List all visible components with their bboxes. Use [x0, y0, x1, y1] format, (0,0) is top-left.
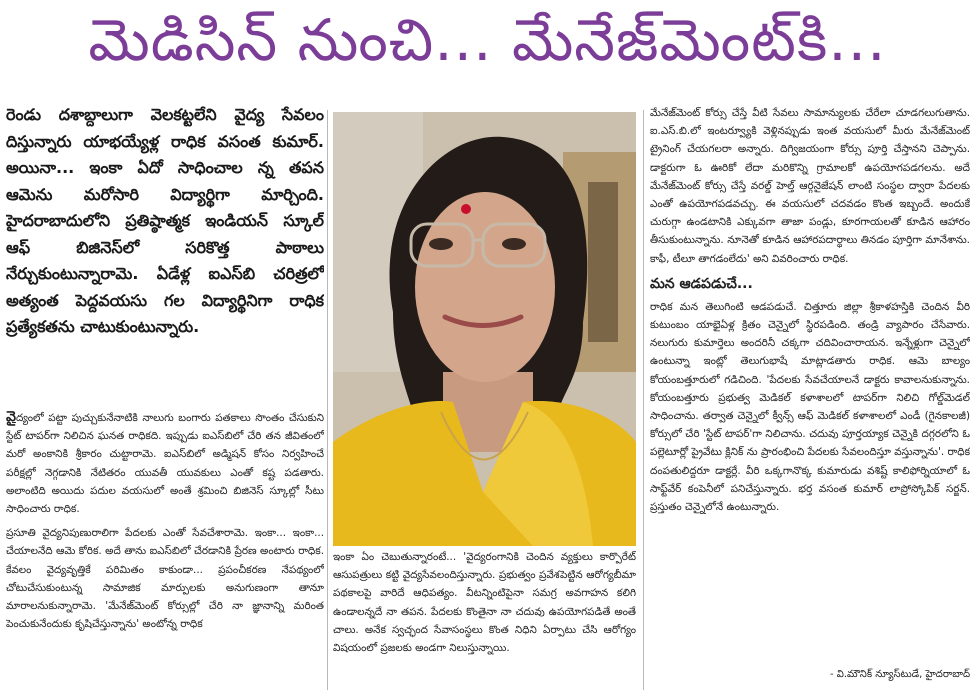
- byline: - వి.మౌనిక్ న్యూస్‌టుడే, హైదరాబాద్: [829, 669, 970, 680]
- portrait-illustration: [333, 112, 636, 546]
- dropcap: వై: [6, 409, 16, 425]
- column-divider: [643, 110, 644, 690]
- lead-text: రెండు దశాబ్దాలుగా వెలకట్టలేని వైద్య సేవలం దిస్తున్నారు యాభయ్యేళ్ల రాధిక వసంత కుమార్. అయినా... ఇంకా ఏదో సాధించాల న్న తపన ఆమెను మరోసారి విద్యార్థిగా మార్చింది. హైదరాబాదులోని ప్రతిష్ఠాత్మక ఇండియన్ స్కూల్ ఆఫ్ బిజినెస్‌లో సరికొత్త పాఠాలు నేర్చుకుంటున్నారామె. ఏడేళ్ల ఐఎస్‌బి చరిత్రలో అత్యంత పెద్దవయసు గల విద్యార్థినిగా రాధిక ప్రత్యేకతను చాటుకుంటున్నారు.: [6, 105, 324, 336]
- left-column: [6, 408, 324, 668]
- column-divider: [327, 110, 328, 690]
- left-column-para: ప్రసూతి వైద్యనిపుణురాలిగా పేదలకు ఎంతో సేవచేశారామె. ఇంకా... ఇంకా... చేయాలనేది ఆమె కోరిక. అదే తాను ఐఎస్‌బిలో చేరడానికి ప్రేరణ అంటారు రాధిక. కేవలం వైద్యవృత్తికే పరిమితం కాకుండా... ప్రపంచీకరణ నేపథ్యంలో చోటుచేసుకుంటున్న సామాజిక మార్పులకు అనుగుణంగా తానూ మారాలనుకున్నారామె. 'మేనేజ్‌మెంట్ కోర్సుల్లో చేరి నా జ్ఞానాన్ని మరింత పెంచుకునేందుకు కృషిచేస్తున్నాను' అంటోన్న రాధిక: [6, 527, 324, 631]
- subheading: మన ఆడపడుచే...: [650, 275, 753, 292]
- middle-column-text: ఇంకా ఏం చెబుతున్నారంటే... 'వైద్యరంగానికి చెందిన వ్యక్తులు కార్పొరేట్ ఆసుపత్రులు కట్టి వైద్యసేవలందిస్తున్నారు. ప్రభుత్వం ప్రవేశపెట్టిన ఆరోగ్యబీమా పథకాలపై వారిదే ఆధిపత్యం. వీటన్నింటిపైనా సమగ్ర అవగాహన కలిగి ఉండాలన్నదే నా తపన. పేదలకు కొంతైనా నా చదువు ఉపయోగపడితే అంతే చాలు. అనేక స్వచ్ఛంద సేవాసంస్థలు కొంత నిధిని ఏర్పాటు చేసి ఆరోగ్యం విషయంలో ప్రజలకు అండగా నిలుస్తున్నాయి.: [333, 551, 636, 655]
- headline: మెడిసిన్ నుంచి... మేనేజ్‌మెంట్‌కి...: [88, 6, 887, 74]
- portrait-photo: [333, 112, 636, 546]
- right-column-para: రాధిక మన తెలుగింటి ఆడపడుచే. చిత్తూరు జిల్లా శ్రీకాళహస్తికి చెందిన వీరి కుటుంబం యాభైఏళ్ల క్రితం చెన్నైలో స్థిరపడింది. తండ్రి వ్యాపారం చేసేవారు. నలుగురు కుమార్తెలు అందరినీ చక్కగా చదివించారాయన. ఇన్నేళ్లుగా చెన్నైలో ఉంటున్నా ఇంట్లో తెలుగుభాషే మాట్లాడతారు రాధిక. ఆమె బాల్యం కోయంబత్తూరులో గడిచింది. 'పేదలకు సేవచేయాలనే డాక్టరు కావాలనుకున్నాను. కోయంబత్తూరు ప్రభుత్వ మెడికల్ కళాశాలలో టాపర్‌గా నిలిచి గోల్డ్‌మెడల్ సాధించాను. తర్వాత చెన్నైలో క్వీన్స్ ఆఫ్ మెడికల్ కళాశాలలో ఎండీ (గైనకాలజీ) కోర్సులో చేరి 'స్టేట్ టాపర్'గా నిలిచాను. చదువు పూర్తయ్యాక చెన్నైకి దగ్గరలోని ఓ పల్లెటూర్లో ప్రైవేటు క్లినిక్ ను ప్రారంభించి పేదలకు సేవలందిస్తూ వస్తున్నాను'. రాధిక దంపతులిద్దరూ డాక్టర్లే. వీరి ఒక్కగానొక్క కుమారుడు వశిష్ట్ కాలిఫోర్నియాలో ఓ సాఫ్ట్‌వేర్ కంపెనీలో పనిచేస్తున్నారు. భర్త వసంత కుమార్ లాప్రోస్కోపిక్ సర్జన్. ప్రస్తుతం చెన్నైలోనే ఉంటున్నారు.: [650, 300, 970, 514]
- middle-column: [333, 548, 636, 690]
- left-column-text: ద్యంలో పట్టా పుచ్చుకునేనాటికి నాలుగు బంగారు పతకాలు సొంతం చేసుకుని స్టేట్ టాపర్‌గా నిలిచిన ఘనత రాధికది. ఇప్పుడు ఐఎస్‌బిలో చేరి తన జీవితంలో మరో అంకానికి శ్రీకారం చుట్టారామె. ఐఎస్‌బిలో అడ్మిషన్ కోసం నిర్వహించే పరీక్షల్లో నెగ్గడానికి నేటితరం యువతీ యువకులు ఎంతో కష్ట పడతారు. అలాంటిది అయిదు పదుల వయసులో అంతే శ్రమించి బిజినెస్ స్కూల్లో సీటు సాధించారు రాధిక.: [6, 412, 324, 516]
- right-column: [650, 104, 970, 664]
- left-column-para: [6, 408, 324, 518]
- lead-paragraph: [6, 102, 324, 402]
- right-column-para: మేనేజ్‌మెంట్ కోర్సు చేస్తే వీటి సేవలు సామాన్యులకు చేరేలా చూడగలుగుతాను. ఐ.ఎస్.బి.లో ఇంటర్వ్యూకి వెళ్లినప్పుడు ఇంత వయసులో మీరు మేనేజ్‌మెంట్ ట్రైనింగ్ చేయగలరా అన్నారు. దిగ్విజయంగా కోర్సు పూర్తి చేస్తానని చెప్పాను. డాక్టరుగా ఓ ఊరికో లేదా మరికొన్ని గ్రామాలకో ఉపయోగపడగలను. అదే మేనేజ్‌మెంట్ కోర్సు చేస్తే వరల్డ్ హెల్త్ ఆర్గనైజేషన్ లాంటి సంస్థల ద్వారా పేదలకు ఎంతో ఉపయోగపడవచ్చు. ఈ వయసులో చదవడం కొంత ఇబ్బందే. అందుకే చురుగ్గా ఉండటానికి ఎక్కువగా తాజా పండ్లు, కూరగాయలతో కూడిన ఆహారం తీసుకుంటున్నాను. నూనెతో కూడిన ఆహారపదార్థాలు తినడం పూర్తిగా మానేశాను. కాఫీ, టీలూ తాగడంలేదు' అని వివరించారు రాధిక.: [650, 107, 970, 265]
